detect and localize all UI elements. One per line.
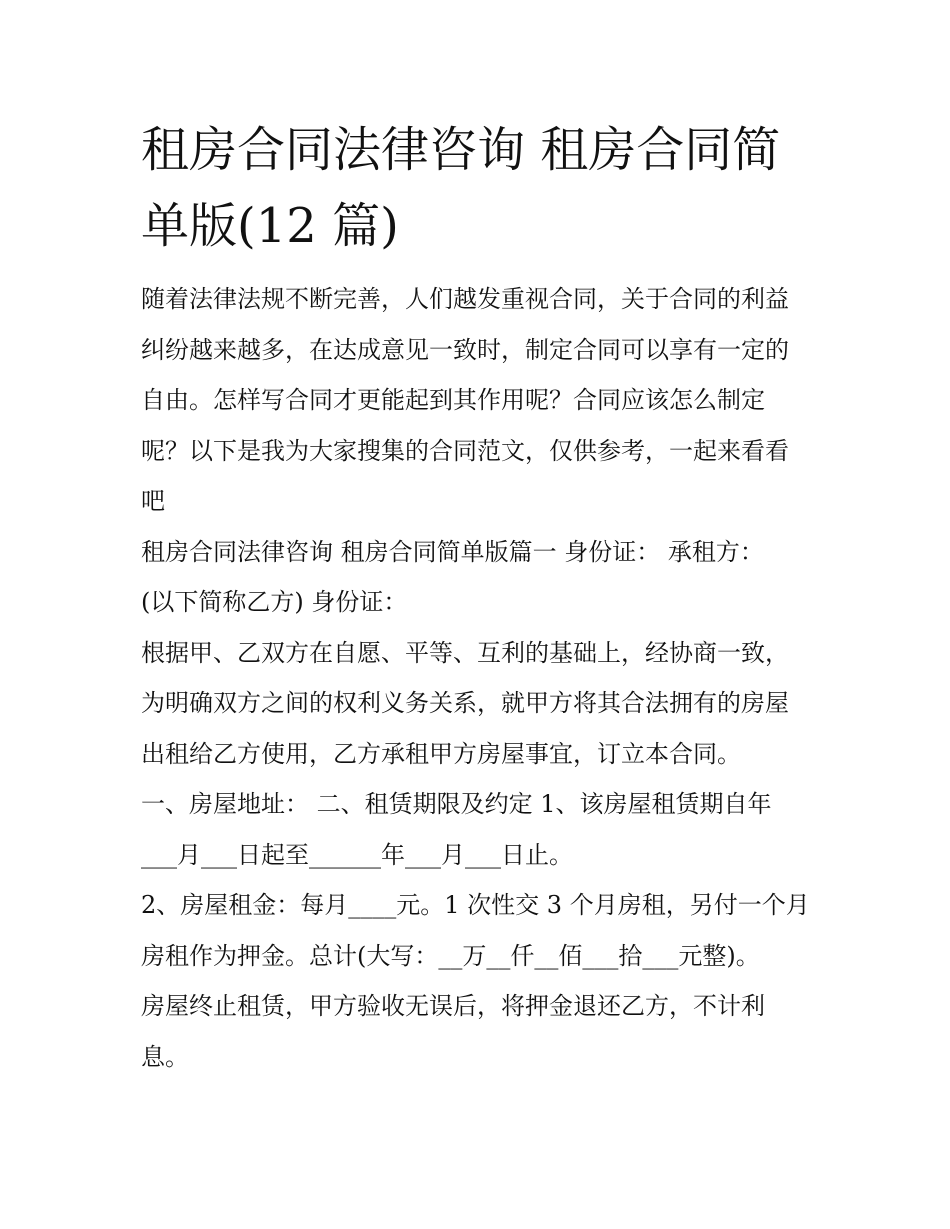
- text-line: 房租作为押金。总计(大写：__万__仟__佰___拾___元整)。: [141, 941, 760, 970]
- text-line: 为明确双方之间的权利义务关系，就甲方将其合法拥有的房屋: [141, 689, 789, 717]
- text-line: 吧: [141, 487, 165, 515]
- text-line: 2、房屋租金：每月____元。1 次性交 3 个月房租，另付一个月: [141, 891, 810, 919]
- text-line: 呢？以下是我为大家搜集的合同范文，仅供参考，一起来看看: [141, 436, 789, 465]
- title-line: 单版(12 篇): [141, 198, 399, 254]
- text-line: 自由。怎样写合同才更能起到其作用呢？合同应该怎么制定: [141, 386, 765, 414]
- text-line: 一、房屋地址： 二、租赁期限及约定 1、该房屋租赁期自年: [141, 790, 772, 818]
- text-line: (以下简称乙方) 身份证：: [141, 588, 408, 616]
- text-line: 房屋终止租赁，甲方验收无误后，将押金退还乙方，不计利: [141, 992, 765, 1020]
- text-line: 纠纷越来越多，在达成意见一致时，制定合同可以享有一定的: [141, 335, 789, 364]
- document-text: [141, 274, 821, 1082]
- text-line: 息。: [141, 1042, 189, 1071]
- text-line: 根据甲、乙双方在自愿、平等、互利的基础上，经协商一致，: [141, 638, 789, 667]
- text-line: 租房合同法律咨询 租房合同简单版篇一 身份证： 承租方：: [141, 537, 764, 566]
- document-body: [141, 112, 821, 1082]
- title-line: 租房合同法律咨询 租房合同简: [141, 122, 781, 178]
- document-title: [141, 112, 821, 264]
- text-line: 随着法律法规不断完善，人们越发重视合同，关于合同的利益: [141, 285, 789, 313]
- text-line: ___月___日起至______年___月___日止。: [141, 840, 573, 869]
- text-line: 出租给乙方使用，乙方承租甲方房屋事宜，订立本合同。: [141, 739, 741, 768]
